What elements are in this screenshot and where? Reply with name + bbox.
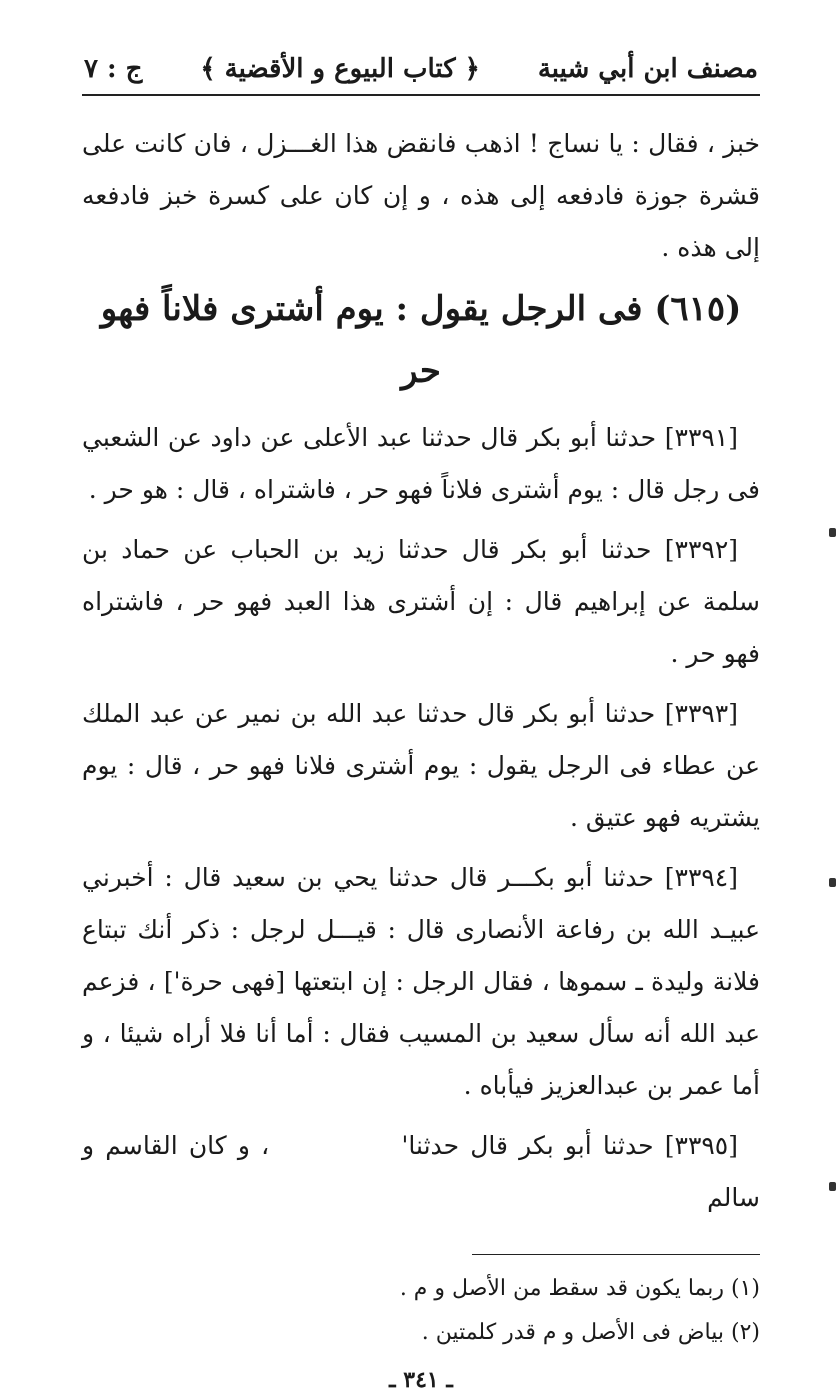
footnotes <box>82 1267 760 1355</box>
running-header <box>82 54 760 96</box>
main-text <box>82 118 760 1224</box>
hadith-3393 <box>82 688 760 844</box>
footnote-2: (٢) بياض فى الأصل و م قدر كلمتين . <box>421 1320 760 1345</box>
footnote-divider <box>472 1254 760 1255</box>
chapter-title: فى الرجل يقول : يوم أشترى فلاناً فهو حر <box>100 289 643 391</box>
hadith-3391 <box>82 412 760 516</box>
margin-mark <box>829 878 836 887</box>
hadith-text-before-gap: حدثنا أبو بكر قال حدثنا' <box>401 1131 654 1160</box>
hadith-text: حدثنا أبو بكر قال حدثنا عبد الله بن نمير عن عبد الملك عن عطاء فى الرجل يقول : يوم أشترى فلانا فهو حر ، قال : يوم يشتريه فهو عتيق . <box>82 699 760 832</box>
book-title: مصنف ابن أبي شيبة <box>537 54 758 84</box>
hadith-text: حدثنا أبو بكر قال حدثنا زيد بن الحباب عن حماد بن سلمة عن إبراهيم قال : إن أشترى هذا العبد فهو حر ، فاشتراه فهو حر . <box>82 535 760 668</box>
volume-number: ج : ٧ <box>84 54 143 84</box>
margin-mark <box>829 1182 836 1191</box>
hadith-3392 <box>82 524 760 680</box>
chapter-number: (٦١٥) <box>654 289 742 329</box>
hadith-3395 <box>82 1120 760 1224</box>
hadith-number: [٣٣٩١] <box>664 423 738 452</box>
hadith-text-after-gap: ، و كان القاسم و سالم <box>82 1131 760 1212</box>
hadith-text: حدثنا أبو بكـــر قال حدثنا يحي بن سعيد قال : أخبرني عبيـد الله بن رفاعة الأنصارى قال : قيـــل لرجل : ذكر أنك تبتاع فلانة وليدة ـ سموها ، فقال الرجل : إن ابتعتها [فهى حرة'] ، فزعم عبد الله أنه سأل سعيد بن المسيب فقال : أما أنا فلا أراه شيئا ، و أما عمر بن عبدالعزيز فيأباه . <box>82 863 760 1100</box>
chapter-heading <box>82 278 760 402</box>
section-title: ﴿ كتاب البيوع و الأقضية ﴾ <box>200 54 480 84</box>
intro-paragraph: خبز ، فقال : يا نساج ! اذهب فانقض هذا الغـــزل ، فان كانت على قشرة جوزة فادفعه إلى هذه ، و إن كان على كسرة خبز فادفعه إلى هذه . <box>82 129 760 262</box>
hadith-number: [٣٣٩٥] <box>664 1131 738 1160</box>
hadith-text: حدثنا أبو بكر قال حدثنا عبد الأعلى عن داود عن الشعبي فى رجل قال : يوم أشترى فلاناً فهو حر ، فاشتراه ، قال : هو حر . <box>82 423 760 504</box>
margin-mark <box>829 528 836 537</box>
hadith-number: [٣٣٩٣] <box>664 699 738 728</box>
hadith-3394 <box>82 852 760 1112</box>
footnote-1: (١) ربما يكون قد سقط من الأصل و م . <box>399 1276 760 1301</box>
hadith-number: [٣٣٩٤] <box>664 863 738 892</box>
hadith-number: [٣٣٩٢] <box>664 535 739 564</box>
page-number: ـ ٣٤١ ـ <box>389 1367 453 1393</box>
